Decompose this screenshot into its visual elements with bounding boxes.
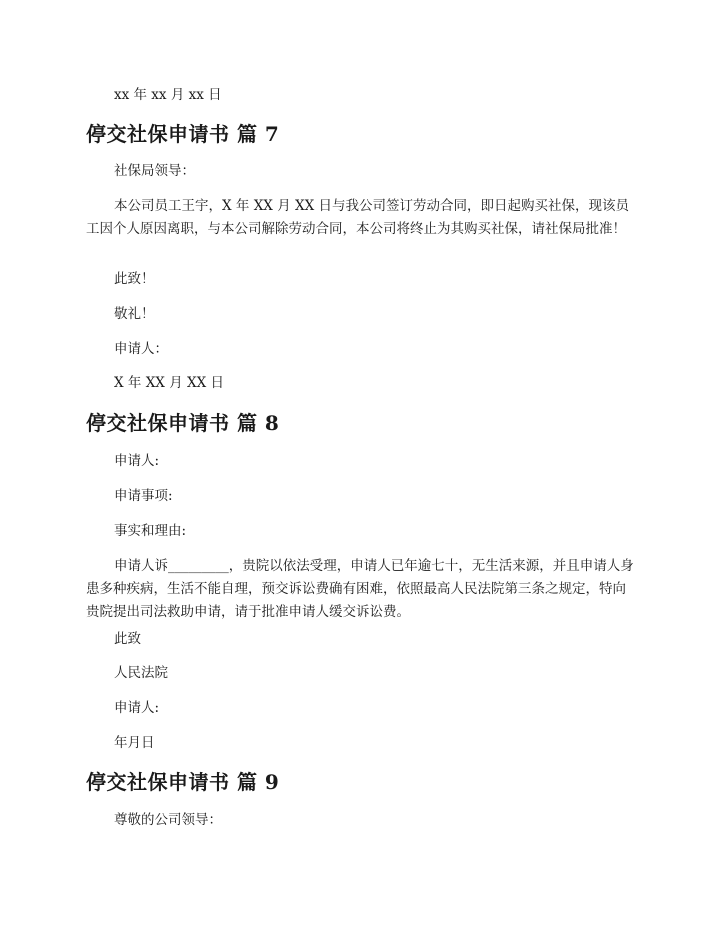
section-8-court: 人民法院 bbox=[114, 665, 168, 681]
section-8-body: 申请人诉_________，贵院以依法受理，申请人已年逾七十，无生活来源，并且申请人身患多种疾病，生活不能自理，预交诉讼费确有困难，依照最高人民法院第三条之规定，特向贵院提出司法救助申请，请于批准申请人缓交诉讼费。 bbox=[86, 558, 634, 620]
section-9-salutation: 尊敬的公司领导： bbox=[114, 812, 222, 828]
section-8-applicant-2: 申请人: bbox=[114, 700, 160, 716]
section-8-title: 停交社保申请书 篇 8 bbox=[86, 411, 280, 435]
section-8-applicant: 申请人: bbox=[114, 453, 160, 469]
section-7-closing-2: 敬礼！ bbox=[114, 306, 155, 322]
section-7-date: X 年 XX 月 XX 日 bbox=[114, 375, 225, 391]
section-8-facts: 事实和理由: bbox=[114, 523, 187, 539]
top-date: xx 年 xx 月 xx 日 bbox=[114, 87, 222, 103]
section-7-closing-1: 此致！ bbox=[114, 271, 155, 287]
section-8-closing: 此致 bbox=[114, 631, 141, 647]
section-7-applicant: 申请人： bbox=[114, 341, 168, 357]
section-8-date: 年月日 bbox=[114, 735, 155, 751]
section-8-matter: 申请事项: bbox=[114, 488, 173, 504]
section-7-salutation: 社保局领导： bbox=[114, 163, 195, 179]
section-7-body: 本公司员工王宇，X 年 XX 月 XX 日与我公司签订劳动合同，即日起购买社保，现该员工因个人原因离职，与本公司解除劳动合同，本公司将终止为其购买社保，请社保局批准！ bbox=[86, 198, 630, 237]
section-7-title: 停交社保申请书 篇 7 bbox=[86, 122, 280, 146]
section-9-title: 停交社保申请书 篇 9 bbox=[86, 770, 280, 794]
